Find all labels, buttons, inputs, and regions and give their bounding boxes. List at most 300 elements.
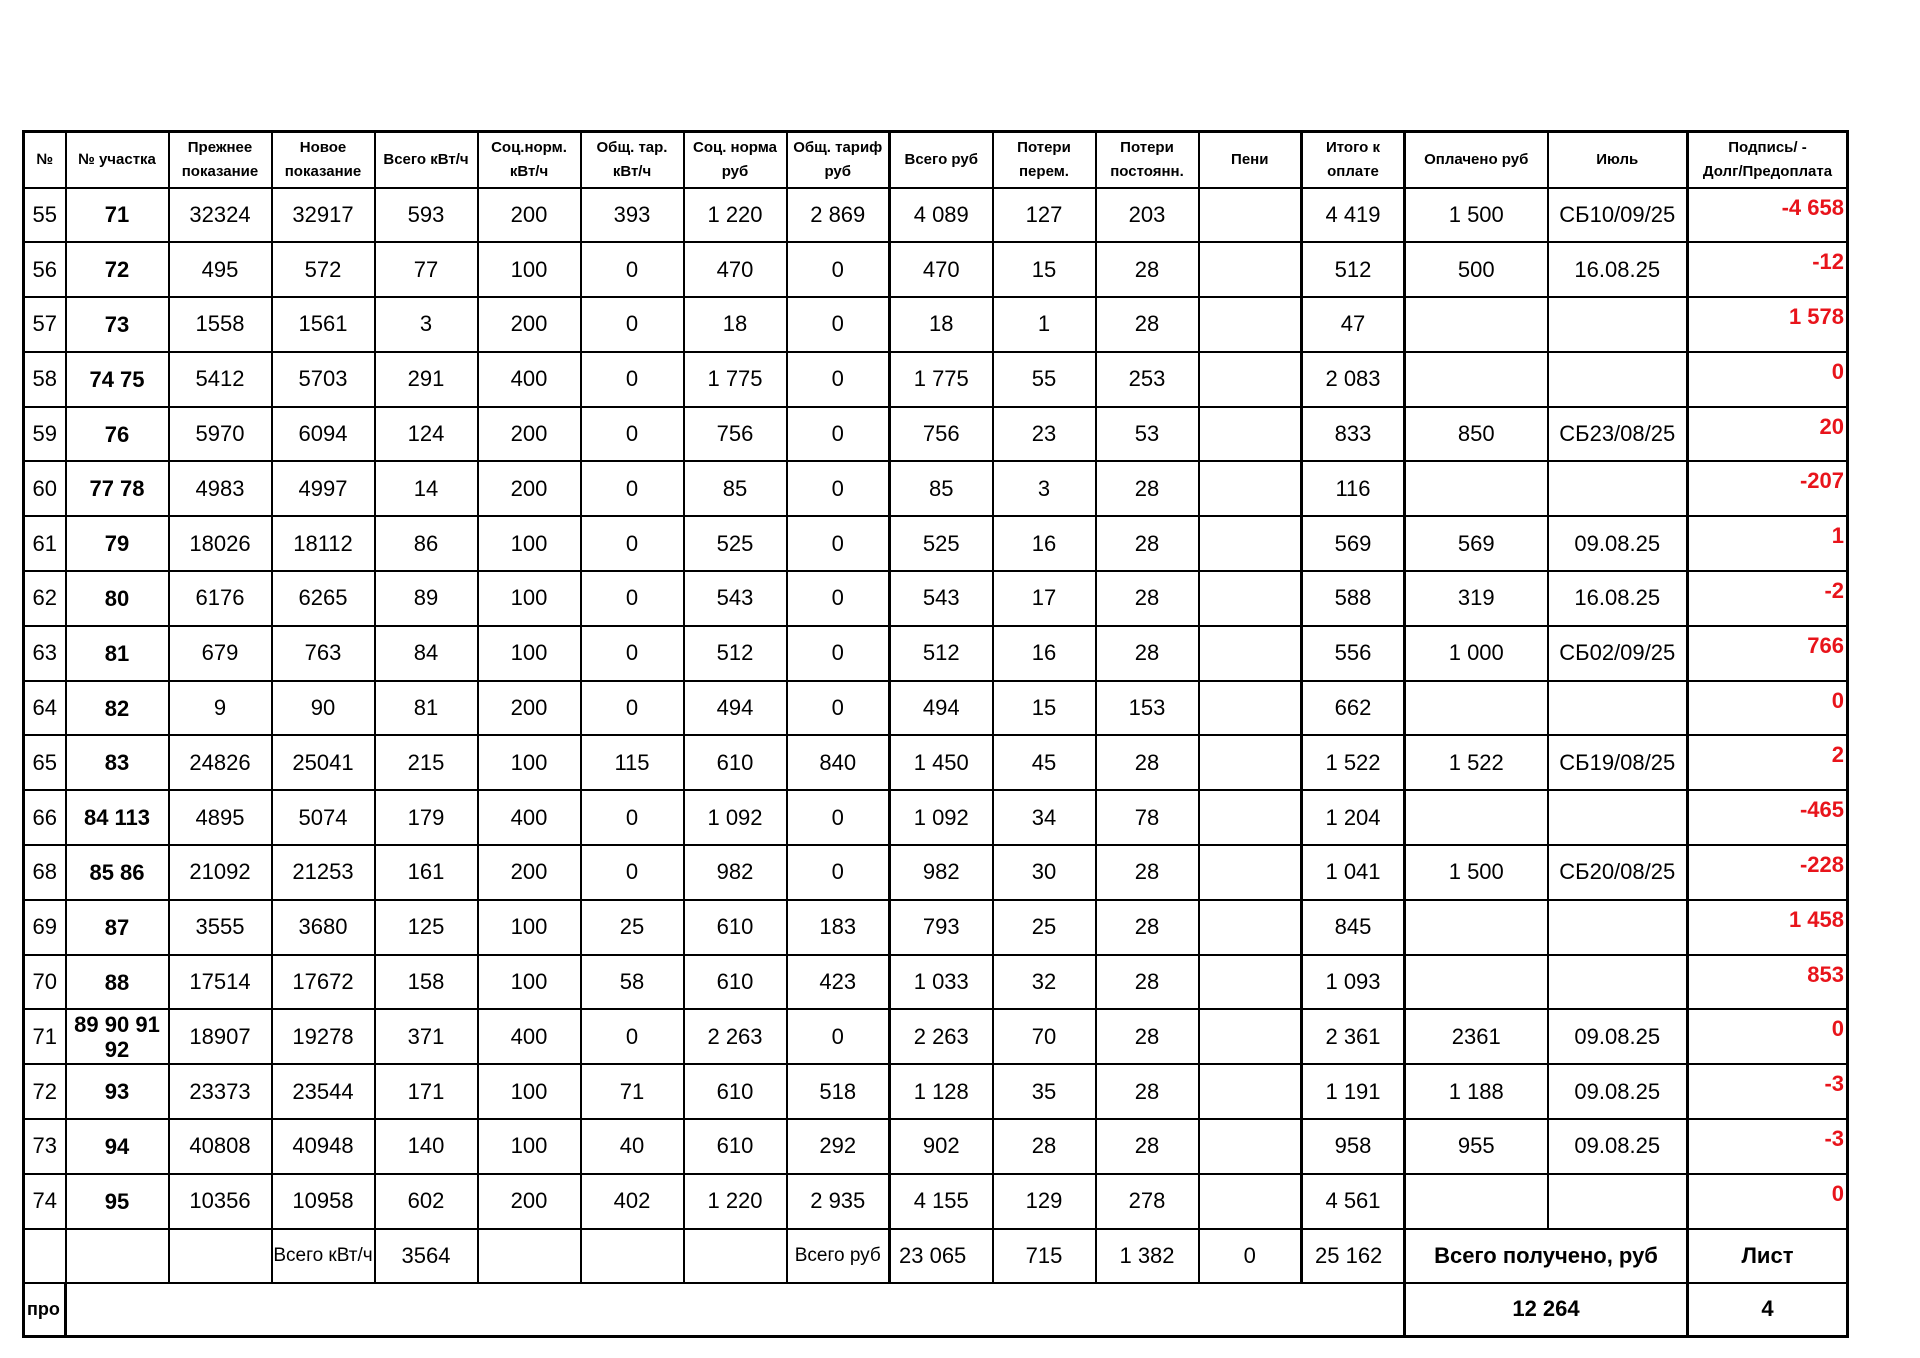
loss-variable-cell: 16 bbox=[993, 516, 1096, 571]
social-kwh-cell: 200 bbox=[478, 407, 581, 462]
prev-reading-cell: 23373 bbox=[169, 1064, 272, 1119]
paid-cell: 850 bbox=[1405, 407, 1548, 462]
col-header-social-rub bbox=[684, 132, 787, 188]
total-rub-cell: 1 092 bbox=[890, 790, 993, 845]
due-cell: 588 bbox=[1302, 571, 1405, 626]
total-received-label: Всего получено, руб bbox=[1405, 1229, 1688, 1283]
table-row bbox=[24, 297, 1848, 352]
plot-number-cell: 87 bbox=[66, 900, 169, 955]
general-kwh-cell: 393 bbox=[581, 188, 684, 243]
due-cell: 1 191 bbox=[1302, 1064, 1405, 1119]
social-rub-cell: 18 bbox=[684, 297, 787, 352]
total-rub-label: Всего руб bbox=[787, 1229, 890, 1283]
table-row bbox=[24, 626, 1848, 681]
loss-constant-cell: 78 bbox=[1096, 790, 1199, 845]
general-rub-cell: 0 bbox=[787, 352, 890, 407]
penalty-cell bbox=[1199, 407, 1302, 462]
general-rub-cell: 0 bbox=[787, 407, 890, 462]
july-cell: 09.08.25 bbox=[1548, 1119, 1688, 1174]
plot-number-cell: 81 bbox=[66, 626, 169, 681]
total-kwh-cell: 593 bbox=[375, 188, 478, 243]
col-header-total-rub bbox=[890, 132, 993, 188]
social-rub-cell: 610 bbox=[684, 900, 787, 955]
general-rub-cell: 0 bbox=[787, 571, 890, 626]
header-text: кВт/ч bbox=[509, 162, 549, 180]
plot-number-cell: 79 bbox=[66, 516, 169, 571]
totals-empty-cell bbox=[66, 1229, 169, 1283]
row-number-cell: 68 bbox=[24, 845, 66, 900]
header-text: Прежнее bbox=[187, 138, 253, 156]
debt-cell: 20 bbox=[1688, 407, 1848, 462]
july-cell bbox=[1548, 681, 1688, 736]
total-rub-cell: 525 bbox=[890, 516, 993, 571]
total-rub-cell: 902 bbox=[890, 1119, 993, 1174]
debt-cell: -4 658 bbox=[1688, 188, 1848, 243]
general-rub-cell: 0 bbox=[787, 790, 890, 845]
penalty-cell bbox=[1199, 571, 1302, 626]
new-reading-cell: 6094 bbox=[272, 407, 375, 462]
social-kwh-cell: 100 bbox=[478, 955, 581, 1010]
total-rub-cell: 982 bbox=[890, 845, 993, 900]
debt-cell: 0 bbox=[1688, 1174, 1848, 1229]
plot-number-cell: 88 bbox=[66, 955, 169, 1010]
social-kwh-cell: 100 bbox=[478, 242, 581, 297]
social-kwh-cell: 200 bbox=[478, 461, 581, 516]
debt-cell: 1 578 bbox=[1688, 297, 1848, 352]
table-row bbox=[24, 571, 1848, 626]
general-rub-cell: 518 bbox=[787, 1064, 890, 1119]
loss-constant-cell: 203 bbox=[1096, 188, 1199, 243]
july-cell bbox=[1548, 461, 1688, 516]
loss-variable-cell: 30 bbox=[993, 845, 1096, 900]
header-text: Соц.норм. bbox=[491, 138, 567, 156]
penalty-cell bbox=[1199, 626, 1302, 681]
total-rub-cell: 793 bbox=[890, 900, 993, 955]
col-header-due bbox=[1302, 132, 1405, 188]
table-row bbox=[24, 188, 1848, 243]
total-penalty: 0 bbox=[1199, 1229, 1302, 1283]
social-rub-cell: 1 775 bbox=[684, 352, 787, 407]
table-row bbox=[24, 407, 1848, 462]
social-kwh-cell: 400 bbox=[478, 790, 581, 845]
penalty-cell bbox=[1199, 188, 1302, 243]
prev-reading-cell: 10356 bbox=[169, 1174, 272, 1229]
new-reading-cell: 572 bbox=[272, 242, 375, 297]
new-reading-cell: 40948 bbox=[272, 1119, 375, 1174]
header-text: Потери bbox=[1017, 138, 1071, 156]
total-rub-cell: 756 bbox=[890, 407, 993, 462]
july-cell: СБ19/08/25 bbox=[1548, 735, 1688, 790]
social-rub-cell: 610 bbox=[684, 735, 787, 790]
row-number-cell: 70 bbox=[24, 955, 66, 1010]
total-kwh-cell: 371 bbox=[375, 1009, 478, 1064]
general-kwh-cell: 0 bbox=[581, 461, 684, 516]
due-cell: 4 561 bbox=[1302, 1174, 1405, 1229]
table-row bbox=[24, 955, 1848, 1010]
paid-cell: 955 bbox=[1405, 1119, 1548, 1174]
social-kwh-cell: 100 bbox=[478, 1119, 581, 1174]
july-cell: 16.08.25 bbox=[1548, 571, 1688, 626]
footer-empty-area bbox=[66, 1283, 1405, 1337]
total-due: 25 162 bbox=[1302, 1229, 1405, 1283]
header-text: Новое bbox=[299, 138, 347, 156]
general-kwh-cell: 115 bbox=[581, 735, 684, 790]
penalty-cell bbox=[1199, 242, 1302, 297]
total-rub-cell: 1 450 bbox=[890, 735, 993, 790]
social-rub-cell: 543 bbox=[684, 571, 787, 626]
table-row bbox=[24, 461, 1848, 516]
totals-row bbox=[24, 1229, 1848, 1283]
table-row bbox=[24, 900, 1848, 955]
july-cell: СБ10/09/25 bbox=[1548, 188, 1688, 243]
plot-number-cell: 73 bbox=[66, 297, 169, 352]
july-cell: СБ23/08/25 bbox=[1548, 407, 1688, 462]
prev-reading-cell: 32324 bbox=[169, 188, 272, 243]
header-text: Итого к bbox=[1326, 138, 1380, 156]
plot-number-cell: 71 bbox=[66, 188, 169, 243]
table-row bbox=[24, 735, 1848, 790]
new-reading-cell: 21253 bbox=[272, 845, 375, 900]
paid-cell: 1 188 bbox=[1405, 1064, 1548, 1119]
col-header-july bbox=[1548, 132, 1688, 188]
prev-reading-cell: 1558 bbox=[169, 297, 272, 352]
paid-cell: 1 522 bbox=[1405, 735, 1548, 790]
total-rub-cell: 470 bbox=[890, 242, 993, 297]
new-reading-cell: 18112 bbox=[272, 516, 375, 571]
plot-number-cell: 76 bbox=[66, 407, 169, 462]
social-rub-cell: 1 092 bbox=[684, 790, 787, 845]
social-kwh-cell: 200 bbox=[478, 297, 581, 352]
col-header-loss-variable bbox=[993, 132, 1096, 188]
plot-number-cell: 89 90 91 92 bbox=[66, 1009, 169, 1064]
total-kwh-cell: 124 bbox=[375, 407, 478, 462]
loss-constant-cell: 28 bbox=[1096, 1064, 1199, 1119]
loss-constant-cell: 28 bbox=[1096, 626, 1199, 681]
sheet-label: Лист bbox=[1688, 1229, 1848, 1283]
new-reading-cell: 32917 bbox=[272, 188, 375, 243]
due-cell: 47 bbox=[1302, 297, 1405, 352]
general-kwh-cell: 0 bbox=[581, 626, 684, 681]
social-rub-cell: 494 bbox=[684, 681, 787, 736]
col-header-signature-debt bbox=[1688, 132, 1848, 188]
loss-constant-cell: 28 bbox=[1096, 1119, 1199, 1174]
table-body bbox=[24, 188, 1848, 1337]
row-number-cell: 59 bbox=[24, 407, 66, 462]
table-row bbox=[24, 242, 1848, 297]
july-cell: 09.08.25 bbox=[1548, 516, 1688, 571]
total-kwh-cell: 81 bbox=[375, 681, 478, 736]
debt-cell: -207 bbox=[1688, 461, 1848, 516]
col-header-plot bbox=[66, 132, 169, 188]
total-rub-cell: 1 775 bbox=[890, 352, 993, 407]
social-rub-cell: 610 bbox=[684, 1119, 787, 1174]
paid-cell: 569 bbox=[1405, 516, 1548, 571]
total-rub-cell: 512 bbox=[890, 626, 993, 681]
debt-cell: -12 bbox=[1688, 242, 1848, 297]
row-number-cell: 73 bbox=[24, 1119, 66, 1174]
paid-cell bbox=[1405, 955, 1548, 1010]
total-rub-cell: 18 bbox=[890, 297, 993, 352]
total-kwh-value: 3564 bbox=[375, 1229, 478, 1283]
loss-variable-cell: 3 bbox=[993, 461, 1096, 516]
total-rub-cell: 4 155 bbox=[890, 1174, 993, 1229]
prev-reading-cell: 24826 bbox=[169, 735, 272, 790]
footer-row bbox=[24, 1283, 1848, 1337]
due-cell: 1 093 bbox=[1302, 955, 1405, 1010]
paid-cell: 319 bbox=[1405, 571, 1548, 626]
due-cell: 1 204 bbox=[1302, 790, 1405, 845]
loss-constant-cell: 28 bbox=[1096, 242, 1199, 297]
row-number-cell: 69 bbox=[24, 900, 66, 955]
due-cell: 556 bbox=[1302, 626, 1405, 681]
table-row bbox=[24, 681, 1848, 736]
totals-empty-cell bbox=[581, 1229, 684, 1283]
col-header-general-rub bbox=[787, 132, 890, 188]
total-kwh-cell: 602 bbox=[375, 1174, 478, 1229]
header-row bbox=[24, 132, 1848, 188]
new-reading-cell: 3680 bbox=[272, 900, 375, 955]
new-reading-cell: 5074 bbox=[272, 790, 375, 845]
general-rub-cell: 0 bbox=[787, 681, 890, 736]
total-rub-cell: 1 128 bbox=[890, 1064, 993, 1119]
row-number-cell: 72 bbox=[24, 1064, 66, 1119]
total-kwh-cell: 77 bbox=[375, 242, 478, 297]
col-header-social-kwh bbox=[478, 132, 581, 188]
loss-variable-cell: 34 bbox=[993, 790, 1096, 845]
social-rub-cell: 610 bbox=[684, 1064, 787, 1119]
debt-cell: 766 bbox=[1688, 626, 1848, 681]
general-kwh-cell: 0 bbox=[581, 352, 684, 407]
paid-cell: 2361 bbox=[1405, 1009, 1548, 1064]
prev-reading-cell: 4983 bbox=[169, 461, 272, 516]
prev-reading-cell: 18026 bbox=[169, 516, 272, 571]
paid-cell bbox=[1405, 900, 1548, 955]
penalty-cell bbox=[1199, 735, 1302, 790]
paid-cell bbox=[1405, 461, 1548, 516]
total-kwh-cell: 179 bbox=[375, 790, 478, 845]
total-kwh-cell: 3 bbox=[375, 297, 478, 352]
prev-reading-cell: 21092 bbox=[169, 845, 272, 900]
general-rub-cell: 423 bbox=[787, 955, 890, 1010]
total-kwh-cell: 89 bbox=[375, 571, 478, 626]
debt-cell: -228 bbox=[1688, 845, 1848, 900]
due-cell: 512 bbox=[1302, 242, 1405, 297]
social-kwh-cell: 200 bbox=[478, 681, 581, 736]
social-rub-cell: 756 bbox=[684, 407, 787, 462]
paid-cell bbox=[1405, 1174, 1548, 1229]
loss-variable-cell: 25 bbox=[993, 900, 1096, 955]
debt-cell: 2 bbox=[1688, 735, 1848, 790]
penalty-cell bbox=[1199, 790, 1302, 845]
social-kwh-cell: 400 bbox=[478, 1009, 581, 1064]
loss-variable-cell: 129 bbox=[993, 1174, 1096, 1229]
july-cell bbox=[1548, 900, 1688, 955]
col-header-general-kwh bbox=[581, 132, 684, 188]
debt-cell: 1 458 bbox=[1688, 900, 1848, 955]
july-cell: СБ20/08/25 bbox=[1548, 845, 1688, 900]
plot-number-cell: 80 bbox=[66, 571, 169, 626]
new-reading-cell: 25041 bbox=[272, 735, 375, 790]
social-rub-cell: 512 bbox=[684, 626, 787, 681]
general-rub-cell: 0 bbox=[787, 845, 890, 900]
row-number-cell: 65 bbox=[24, 735, 66, 790]
loss-variable-cell: 45 bbox=[993, 735, 1096, 790]
paid-cell: 1 500 bbox=[1405, 845, 1548, 900]
social-kwh-cell: 100 bbox=[478, 900, 581, 955]
total-rub-cell: 4 089 bbox=[890, 188, 993, 243]
table-row bbox=[24, 1174, 1848, 1229]
header-text: показание bbox=[181, 162, 259, 180]
penalty-cell bbox=[1199, 461, 1302, 516]
loss-variable-cell: 1 bbox=[993, 297, 1096, 352]
general-rub-cell: 840 bbox=[787, 735, 890, 790]
loss-constant-cell: 28 bbox=[1096, 516, 1199, 571]
penalty-cell bbox=[1199, 900, 1302, 955]
due-cell: 4 419 bbox=[1302, 188, 1405, 243]
general-rub-cell: 2 869 bbox=[787, 188, 890, 243]
general-kwh-cell: 0 bbox=[581, 845, 684, 900]
debt-cell: -465 bbox=[1688, 790, 1848, 845]
july-cell: 16.08.25 bbox=[1548, 242, 1688, 297]
social-kwh-cell: 100 bbox=[478, 1064, 581, 1119]
due-cell: 116 bbox=[1302, 461, 1405, 516]
loss-variable-cell: 127 bbox=[993, 188, 1096, 243]
totals-empty-cell bbox=[478, 1229, 581, 1283]
row-number-cell: 71 bbox=[24, 1009, 66, 1064]
general-rub-cell: 0 bbox=[787, 626, 890, 681]
penalty-cell bbox=[1199, 955, 1302, 1010]
loss-constant-cell: 28 bbox=[1096, 900, 1199, 955]
header-text: Июль bbox=[1596, 150, 1639, 168]
social-rub-cell: 470 bbox=[684, 242, 787, 297]
row-number-cell: 74 bbox=[24, 1174, 66, 1229]
july-cell bbox=[1548, 955, 1688, 1010]
loss-constant-cell: 28 bbox=[1096, 1009, 1199, 1064]
table-row bbox=[24, 1009, 1848, 1064]
due-cell: 845 bbox=[1302, 900, 1405, 955]
row-number-cell: 62 bbox=[24, 571, 66, 626]
general-rub-cell: 292 bbox=[787, 1119, 890, 1174]
total-loss-var: 715 bbox=[993, 1229, 1096, 1283]
penalty-cell bbox=[1199, 352, 1302, 407]
new-reading-cell: 10958 bbox=[272, 1174, 375, 1229]
debt-cell: -2 bbox=[1688, 571, 1848, 626]
total-rub-cell: 1 033 bbox=[890, 955, 993, 1010]
general-rub-cell: 2 935 bbox=[787, 1174, 890, 1229]
july-cell bbox=[1548, 1174, 1688, 1229]
social-rub-cell: 1 220 bbox=[684, 188, 787, 243]
social-rub-cell: 85 bbox=[684, 461, 787, 516]
totals-empty-cell bbox=[24, 1229, 66, 1283]
header-text: Соц. норма bbox=[693, 138, 777, 156]
header-text: № участка bbox=[78, 150, 156, 168]
due-cell: 569 bbox=[1302, 516, 1405, 571]
new-reading-cell: 4997 bbox=[272, 461, 375, 516]
penalty-cell bbox=[1199, 1009, 1302, 1064]
total-received-value: 12 264 bbox=[1405, 1283, 1688, 1337]
penalty-cell bbox=[1199, 845, 1302, 900]
table-header bbox=[24, 132, 1848, 188]
penalty-cell bbox=[1199, 681, 1302, 736]
new-reading-cell: 6265 bbox=[272, 571, 375, 626]
general-kwh-cell: 0 bbox=[581, 790, 684, 845]
new-reading-cell: 17672 bbox=[272, 955, 375, 1010]
general-rub-cell: 0 bbox=[787, 297, 890, 352]
row-number-cell: 55 bbox=[24, 188, 66, 243]
social-kwh-cell: 100 bbox=[478, 735, 581, 790]
due-cell: 662 bbox=[1302, 681, 1405, 736]
loss-constant-cell: 253 bbox=[1096, 352, 1199, 407]
general-kwh-cell: 0 bbox=[581, 681, 684, 736]
social-rub-cell: 2 263 bbox=[684, 1009, 787, 1064]
general-kwh-cell: 25 bbox=[581, 900, 684, 955]
general-rub-cell: 0 bbox=[787, 516, 890, 571]
loss-constant-cell: 53 bbox=[1096, 407, 1199, 462]
due-cell: 958 bbox=[1302, 1119, 1405, 1174]
footer-left-label: про bbox=[24, 1283, 66, 1337]
loss-variable-cell: 16 bbox=[993, 626, 1096, 681]
paid-cell: 500 bbox=[1405, 242, 1548, 297]
general-kwh-cell: 0 bbox=[581, 407, 684, 462]
col-header-prev-reading bbox=[169, 132, 272, 188]
plot-number-cell: 82 bbox=[66, 681, 169, 736]
paid-cell: 1 500 bbox=[1405, 188, 1548, 243]
paid-cell: 1 000 bbox=[1405, 626, 1548, 681]
new-reading-cell: 19278 bbox=[272, 1009, 375, 1064]
total-kwh-cell: 125 bbox=[375, 900, 478, 955]
table-row bbox=[24, 845, 1848, 900]
header-text: Подпись/ - bbox=[1728, 138, 1807, 156]
total-rub-value: 23 065 bbox=[890, 1229, 993, 1283]
loss-constant-cell: 278 bbox=[1096, 1174, 1199, 1229]
header-text: постоянн. bbox=[1110, 162, 1184, 180]
general-kwh-cell: 0 bbox=[581, 571, 684, 626]
table-row bbox=[24, 1119, 1848, 1174]
loss-variable-cell: 35 bbox=[993, 1064, 1096, 1119]
header-text: оплате bbox=[1327, 162, 1379, 180]
july-cell bbox=[1548, 352, 1688, 407]
row-number-cell: 60 bbox=[24, 461, 66, 516]
col-header-new-reading bbox=[272, 132, 375, 188]
header-text: Общ. тар. bbox=[596, 138, 668, 156]
loss-constant-cell: 28 bbox=[1096, 735, 1199, 790]
paid-cell bbox=[1405, 681, 1548, 736]
row-number-cell: 66 bbox=[24, 790, 66, 845]
prev-reading-cell: 5412 bbox=[169, 352, 272, 407]
plot-number-cell: 74 75 bbox=[66, 352, 169, 407]
loss-variable-cell: 15 bbox=[993, 242, 1096, 297]
loss-variable-cell: 17 bbox=[993, 571, 1096, 626]
new-reading-cell: 5703 bbox=[272, 352, 375, 407]
debt-cell: 0 bbox=[1688, 352, 1848, 407]
new-reading-cell: 1561 bbox=[272, 297, 375, 352]
july-cell: 09.08.25 bbox=[1548, 1009, 1688, 1064]
prev-reading-cell: 3555 bbox=[169, 900, 272, 955]
social-rub-cell: 1 220 bbox=[684, 1174, 787, 1229]
general-kwh-cell: 71 bbox=[581, 1064, 684, 1119]
due-cell: 1 041 bbox=[1302, 845, 1405, 900]
col-header-loss-constant bbox=[1096, 132, 1199, 188]
prev-reading-cell: 18907 bbox=[169, 1009, 272, 1064]
header-text: руб bbox=[824, 162, 852, 180]
header-text: Всего руб bbox=[904, 150, 978, 168]
general-kwh-cell: 0 bbox=[581, 297, 684, 352]
plot-number-cell: 95 bbox=[66, 1174, 169, 1229]
prev-reading-cell: 17514 bbox=[169, 955, 272, 1010]
social-kwh-cell: 200 bbox=[478, 188, 581, 243]
row-number-cell: 61 bbox=[24, 516, 66, 571]
debt-cell: 0 bbox=[1688, 1009, 1848, 1064]
